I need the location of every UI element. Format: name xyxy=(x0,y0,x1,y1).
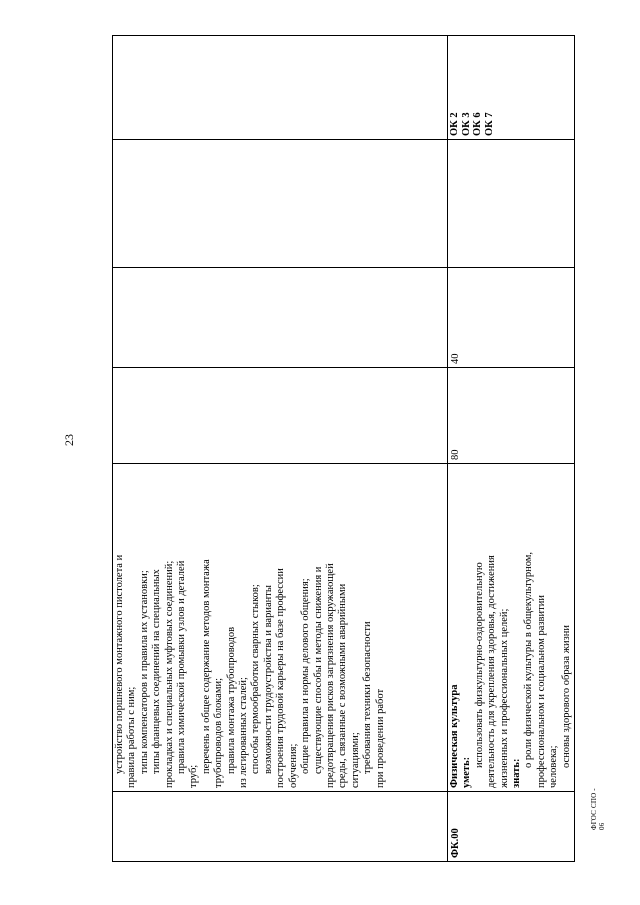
competencies-cell xyxy=(113,36,448,140)
description-line: возможности трудоустройства и варианты xyxy=(262,585,274,774)
required-load-cell xyxy=(113,268,448,368)
description-line: прокладках и специальных муфтовых соединений; xyxy=(163,560,175,788)
page-number: 23 xyxy=(62,434,76,446)
description-line: типы компенсаторов и правила их установки; xyxy=(138,570,150,774)
description-line: требования техники безопасности xyxy=(362,621,374,774)
description-line: деятельность для укрепления здоровья, достижения xyxy=(486,555,498,788)
description-heading: уметь: xyxy=(461,756,473,788)
description-line: труб; xyxy=(188,764,200,788)
requirements-table xyxy=(112,35,575,862)
competency-list xyxy=(449,39,495,136)
table-row xyxy=(113,36,448,862)
curriculum-table xyxy=(112,36,572,862)
description-line: правила химической промывки узлов и деталей xyxy=(176,560,188,774)
description-line: устройство поршневого монтажного пистолета и xyxy=(114,554,125,774)
description-heading: знать: xyxy=(511,758,523,788)
description-line: перечень и общее содержание методов монтажа xyxy=(200,559,212,774)
row-code-cell xyxy=(113,792,448,862)
description-line: общие правила и нормы делового общения; xyxy=(300,578,312,774)
competencies-cell xyxy=(448,36,575,140)
description-line: о роли физической культуры в общекультурном, xyxy=(523,551,535,768)
competency-code: ОК 2 xyxy=(449,112,460,136)
description-line: при проведении работ xyxy=(374,688,386,788)
row-code-cell: ФК.00 xyxy=(448,792,575,862)
description-line: правила монтажа трубопроводов xyxy=(225,626,237,774)
description-line: обучения; xyxy=(287,743,299,788)
discipline-name-cell xyxy=(448,140,575,268)
competency-code: ОК 7 xyxy=(483,112,495,136)
description-line: правила работы с ним; xyxy=(126,686,138,788)
competency-code: ОК 6 xyxy=(472,112,483,136)
description-line: предотвращения рисков загрязнения окружающей xyxy=(324,563,336,788)
description-line: способы термообработки сварных стыков; xyxy=(250,584,262,774)
description-line: профессиональном и социальном развитии xyxy=(535,595,547,788)
description-line: основы здорового образа жизни xyxy=(560,625,572,768)
description-line: существующие способы и методы снижения и xyxy=(312,566,324,774)
description-heading: Физическая культура xyxy=(449,684,460,788)
description-line: трубопроводов блоками; xyxy=(213,677,225,788)
max-load-cell xyxy=(113,368,448,464)
discipline-name-cell xyxy=(113,140,448,268)
required-load-cell: 40 xyxy=(448,268,575,368)
footer-code: ФГОС СПО - 06 xyxy=(590,788,606,830)
description-line: среды, связанные с возможными аварийными xyxy=(337,583,349,788)
description-line: ситуациями; xyxy=(349,732,361,788)
description-lines xyxy=(449,467,573,788)
row-description-cell xyxy=(113,464,448,792)
description-line: построения трудовой карьеры на базе профессии xyxy=(275,568,287,788)
table-row xyxy=(448,36,575,862)
row-description-cell xyxy=(448,464,575,792)
description-line: человека; xyxy=(548,745,560,788)
competency-code: ОК 3 xyxy=(460,112,472,136)
description-lines xyxy=(114,467,387,788)
description-line: из легированных сталей; xyxy=(238,677,250,788)
description-line: типы фланцевых соединений на специальных xyxy=(151,569,163,774)
description-line: использовать физкультурно-оздоровительную xyxy=(473,562,485,768)
max-load-cell: 80 xyxy=(448,368,575,464)
description-line: жизненных и профессиональных целей; xyxy=(498,608,510,788)
